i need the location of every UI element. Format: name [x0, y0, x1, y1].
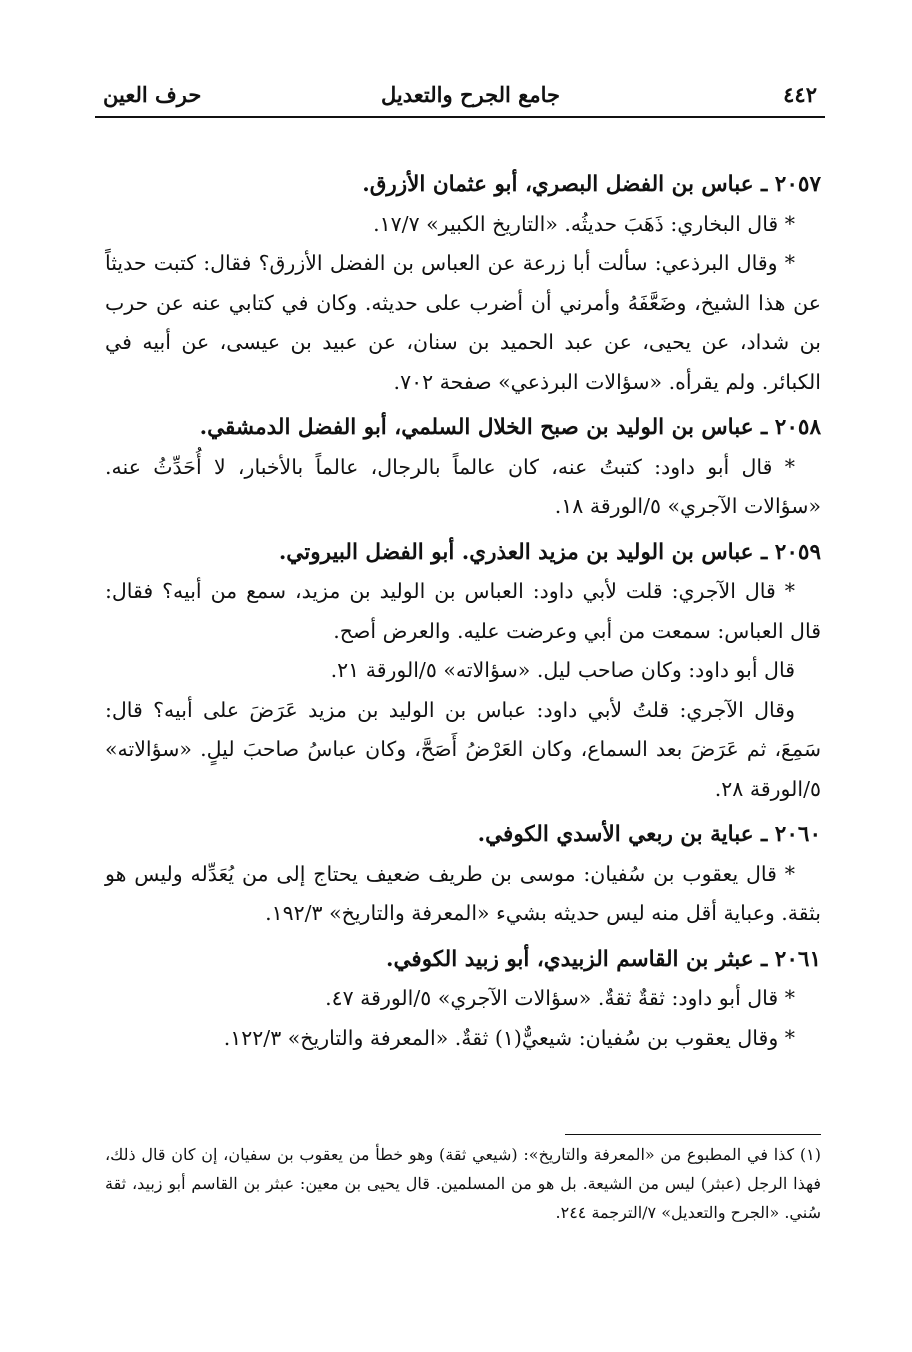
entry-heading: ٢٠٦٠ ـ عباية بن ربعي الأسدي الكوفي.: [477, 822, 821, 847]
entry-2060: [105, 815, 821, 934]
entry-heading: ٢٠٦١ ـ عبثر بن القاسم الزبيدي، أبو زبيد الكوفي.: [386, 946, 821, 972]
entry-paragraph: * قال أبو داود: ثقةٌ ثقةٌ. «سؤالات الآجري» ٥/الورقة ٤٧.: [325, 986, 795, 1010]
entry-paragraph: * وقال يعقوب بن سُفيان: شيعيٌّ(١) ثقةٌ. «المعرفة والتاريخ» ١٢٢/٣.: [223, 1025, 795, 1050]
entry-paragraph: * قال البخاري: ذَهَبَ حديثُه. «التاريخ الكبير» ١٧/٧.: [373, 211, 795, 236]
entry-heading: ٢٠٥٨ ـ عباس بن الوليد بن صبح الخلال السلمي، أبو الفضل الدمشقي.: [199, 415, 821, 440]
entry-paragraph: قال أبو داود: وكان صاحب ليل. «سؤالاته» ٥/الورقة ٢١.: [330, 658, 795, 682]
entry-2061: [105, 940, 821, 1059]
footnote-text: (١) كذا في المطبوع من «المعرفة والتاريخ»: (شيعي ثقة) وهو خطأ من يعقوب بن سفيان، إن كان قال ذلك، فهذا الرجل (عبثر) ليس من الشيعة. بل هو من المسلمين. قال يحيى بن معين: عبثر بن القاسم أبو زبيد، ثقة سُني. «الجرح والتعديل» ٧/الترجمة ٢٤٤.: [105, 1145, 821, 1222]
entry-paragraph: * قال الآجري: قلت لأبي داود: العباس بن الوليد بن مزيد، سمع من أبيه؟ فقال: قال العباس: سمعت من أبي وعرضت عليه. والعرض أصح.: [105, 579, 821, 643]
page-number: ٤٤٢: [783, 82, 817, 107]
entry-2057: [105, 165, 821, 402]
entry-heading: ٢٠٥٧ ـ عباس بن الفضل البصري، أبو عثمان الأزرق.: [362, 172, 821, 197]
page-body: [105, 165, 821, 1058]
entry-paragraph: وقال الآجري: قلتُ لأبي داود: عباس بن الوليد بن مزيد عَرَضَ على أبيه؟ قال: سَمِعَ، ثم عَرَضَ بعد السماع، وكان العَرْضُ أَصَحَّ، وكان عباسُ صاحبَ ليلٍ. «سؤالاته» ٥/الورقة ٢٨.: [105, 697, 821, 801]
entry-paragraph: * قال يعقوب بن سُفيان: موسى بن طريف ضعيف يحتاج إلى من يُعَدِّله وليس هو بثقة. وعباية أقل منه ليس حديثه بشيء «المعرفة والتاريخ» ١٩٢/٣.: [105, 861, 821, 925]
running-header: [95, 78, 825, 118]
entry-heading: ٢٠٥٩ ـ عباس بن الوليد بن مزيد العذري. أبو الفضل البيروتي.: [278, 539, 821, 565]
entry-paragraph: * وقال البرذعي: سألت أبا زرعة عن العباس بن الفضل الأزرق؟ فقال: كتبت حديثاً عن هذا الشيخ، وضَعَّفَهُ وأمرني أن أضرب على حديثه. وكان في كتابي عنه عن حرب بن شداد، عن يحيى، عن عبد الحميد بن سنان، عن عبيد بن عيسى، عن أبيه في الكبائر. ولم يقرأه. «سؤالات البرذعي» صفحة ٧٠٢.: [105, 251, 821, 394]
book-title: جامع الجرح والتعديل: [381, 82, 560, 107]
footnote-rule: [565, 1134, 821, 1135]
entry-paragraph: * قال أبو داود: كتبتُ عنه، كان عالماً بالرجال، عالماً بالأخبار، لا أُحَدِّثُ عنه. «سؤالات الآجري» ٥/الورقة ١٨.: [105, 454, 821, 518]
section-title: حرف العين: [103, 82, 202, 107]
footnote: [105, 1140, 821, 1227]
entry-2058: [105, 408, 821, 527]
entry-2059: [105, 533, 821, 810]
header-rule: [95, 116, 825, 118]
